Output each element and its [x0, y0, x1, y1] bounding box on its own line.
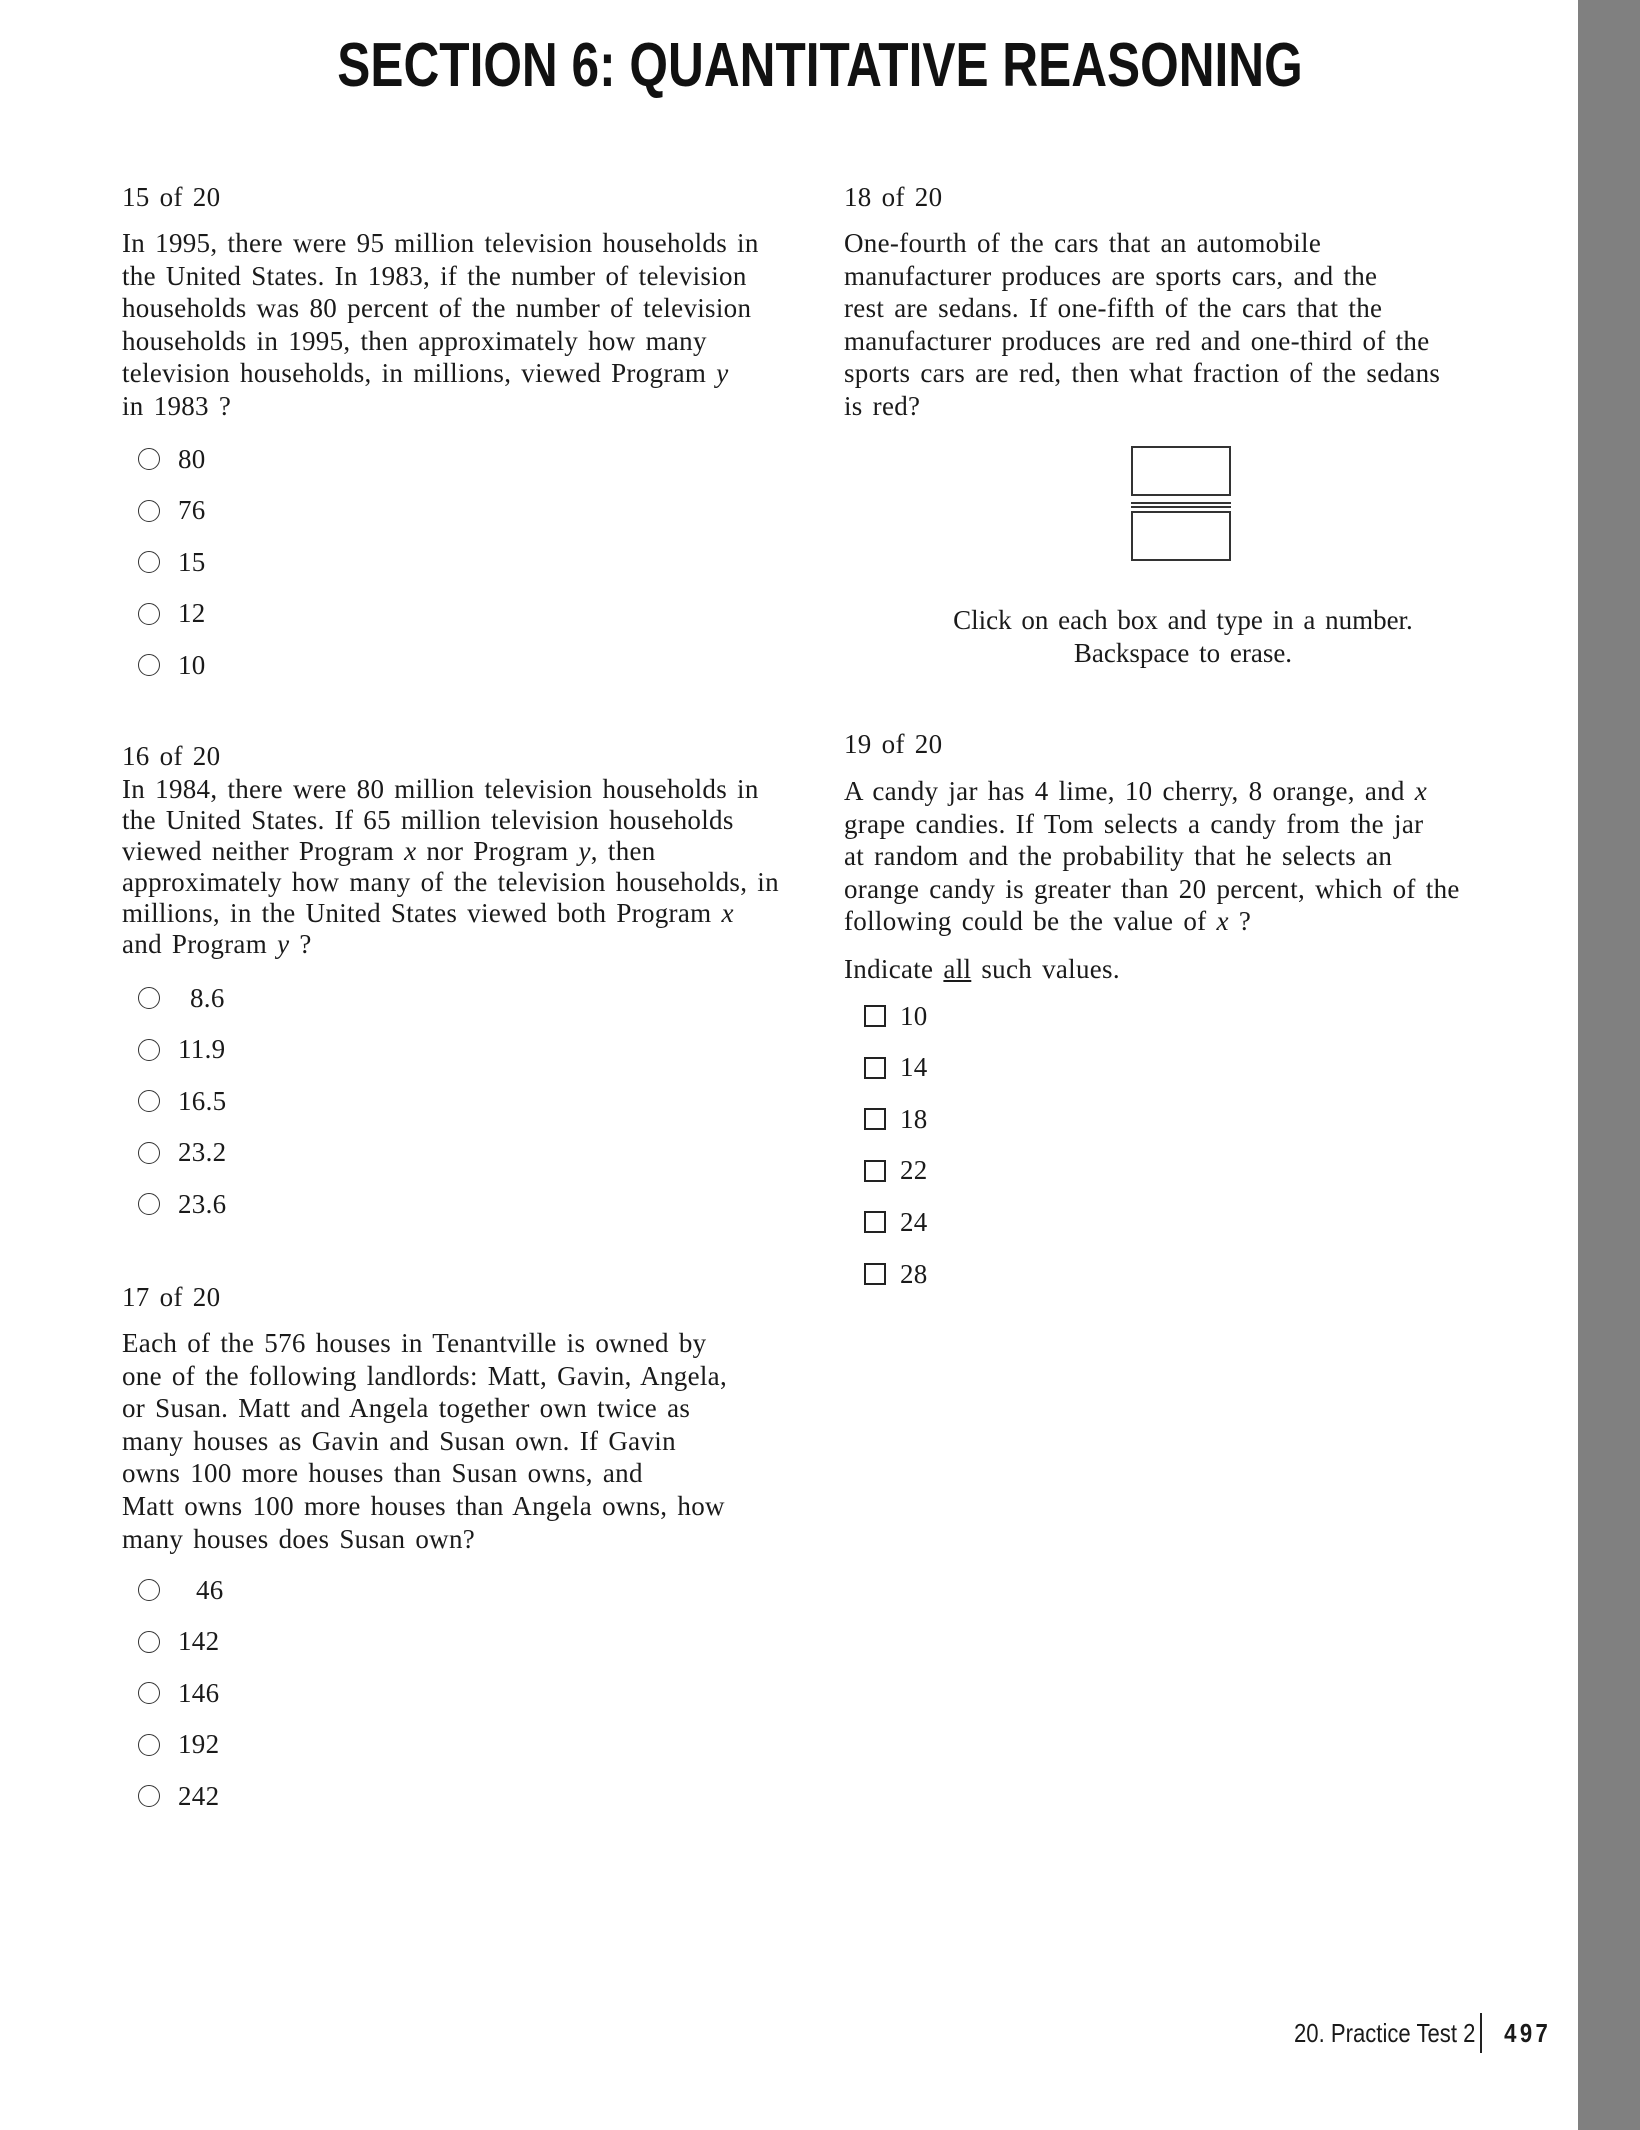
question-line: at random and the probability that he selects an — [844, 841, 1393, 872]
indicate-text: Indicate — [844, 954, 944, 984]
question-line: in 1983 ? — [122, 390, 232, 421]
answer-radio-option[interactable] — [138, 1730, 219, 1760]
option-label: 10 — [178, 649, 206, 680]
question-line: manufacturer produces are sports cars, and the — [844, 260, 1378, 291]
answer-checkbox-option[interactable] — [864, 1156, 928, 1186]
question-line: is red? — [844, 390, 921, 421]
answer-checkbox-option[interactable] — [864, 1001, 928, 1031]
question-line: television households, in millions, viewed Program y — [122, 358, 729, 389]
question-line: the United States. If 65 million television households — [122, 805, 734, 835]
answer-checkbox-option[interactable] — [864, 1207, 928, 1237]
option-label: 8.6 — [190, 982, 225, 1013]
radio-button-icon[interactable] — [138, 654, 160, 676]
question-line: millions, in the United States viewed both Program x — [122, 898, 734, 928]
section-title: SECTION 6: QUANTITATIVE REASONING — [337, 31, 1303, 100]
question-line: viewed neither Program x nor Program y, then — [122, 836, 656, 866]
question-line: rest are sedans. If one-fifth of the cars that the — [844, 293, 1383, 324]
option-label: 12 — [178, 598, 206, 629]
answer-checkbox-option[interactable] — [864, 1104, 928, 1134]
radio-button-icon[interactable] — [138, 1193, 160, 1215]
indicate-instruction — [844, 953, 1120, 986]
radio-button-icon[interactable] — [138, 987, 160, 1009]
checkbox-icon[interactable] — [864, 1211, 886, 1233]
question-line: approximately how many of the television households, in — [122, 867, 779, 897]
option-label: 146 — [178, 1677, 220, 1708]
option-label: 10 — [900, 1000, 928, 1031]
question-line: One-fourth of the cars that an automobile — [844, 228, 1322, 258]
answer-radio-option[interactable] — [138, 1138, 226, 1168]
question-text — [122, 227, 759, 423]
question-text — [122, 1327, 727, 1555]
radio-button-icon[interactable] — [138, 603, 160, 625]
option-label: 23.6 — [178, 1188, 227, 1219]
denominator-input[interactable] — [1131, 511, 1231, 561]
option-label: 142 — [178, 1626, 220, 1657]
answer-checkbox-option[interactable] — [864, 1259, 928, 1289]
answer-checkbox-option[interactable] — [864, 1053, 928, 1083]
page-edge-bar — [1578, 0, 1640, 2130]
instruction-line: Click on each box and type in a number. — [953, 605, 1413, 635]
question-number: 16 of 20 — [122, 741, 221, 771]
radio-button-icon[interactable] — [138, 448, 160, 470]
indicate-text: such values. — [971, 954, 1120, 984]
radio-button-icon[interactable] — [138, 500, 160, 522]
question-line: Matt owns 100 more houses than Angela owns, how — [122, 1490, 725, 1521]
option-label: 18 — [900, 1103, 928, 1134]
radio-button-icon[interactable] — [138, 1142, 160, 1164]
question-line: households was 80 percent of the number of television — [122, 293, 752, 324]
answer-radio-option[interactable] — [138, 983, 225, 1013]
option-label: 46 — [196, 1574, 224, 1605]
math-variable: y — [277, 929, 290, 959]
question-line: one of the following landlords: Matt, Gavin, Angela, — [122, 1360, 727, 1391]
numerator-input[interactable] — [1131, 446, 1231, 496]
question-line: In 1995, there were 95 million television households in — [122, 228, 759, 258]
footer-chapter: 20. Practice Test 2 — [1294, 2018, 1476, 2048]
option-label: 23.2 — [178, 1137, 227, 1168]
option-label: 80 — [178, 443, 206, 474]
checkbox-icon[interactable] — [864, 1057, 886, 1079]
answer-radio-option[interactable] — [138, 1189, 226, 1219]
question-line: households in 1995, then approximately how many — [122, 325, 707, 356]
option-label: 192 — [178, 1729, 220, 1760]
radio-button-icon[interactable] — [138, 1579, 160, 1601]
radio-button-icon[interactable] — [138, 1090, 160, 1112]
fraction-instructions — [833, 604, 1533, 669]
question-line: In 1984, there were 80 million television households in — [122, 774, 759, 804]
question-line: sports cars are red, then what fraction of the sedans — [844, 358, 1441, 389]
option-label: 22 — [900, 1155, 928, 1186]
option-label: 16.5 — [178, 1085, 227, 1116]
question-line: many houses does Susan own? — [122, 1523, 476, 1554]
answer-radio-option[interactable] — [138, 650, 206, 680]
question-line: or Susan. Matt and Angela together own twice as — [122, 1393, 691, 1424]
option-label: 14 — [900, 1052, 928, 1083]
math-variable: y — [716, 358, 729, 389]
radio-button-icon[interactable] — [138, 1734, 160, 1756]
answer-radio-option[interactable] — [138, 496, 206, 526]
instruction-line: Backspace to erase. — [1073, 637, 1293, 668]
question-line: owns 100 more houses than Susan owns, and — [122, 1458, 643, 1489]
checkbox-icon[interactable] — [864, 1263, 886, 1285]
question-line: many houses as Gavin and Susan own. If Gavin — [122, 1425, 676, 1456]
answer-radio-option[interactable] — [138, 1035, 225, 1065]
option-label: 242 — [178, 1780, 220, 1811]
answer-radio-option[interactable] — [138, 1575, 224, 1605]
checkbox-icon[interactable] — [864, 1160, 886, 1182]
answer-radio-option[interactable] — [138, 599, 206, 629]
question-number: 15 of 20 — [122, 182, 221, 212]
question-line: Each of the 576 houses in Tenantville is owned by — [122, 1328, 707, 1358]
radio-button-icon[interactable] — [138, 1682, 160, 1704]
radio-button-icon[interactable] — [138, 1631, 160, 1653]
option-label: 24 — [900, 1206, 928, 1237]
radio-button-icon[interactable] — [138, 551, 160, 573]
math-variable: x — [721, 898, 734, 928]
question-line: manufacturer produces are red and one-third of the — [844, 325, 1430, 356]
question-line: the United States. In 1983, if the number of television — [122, 260, 747, 291]
indicate-all: all — [943, 954, 972, 984]
question-text — [844, 775, 1460, 938]
question-line: orange candy is greater than 20 percent, which of the — [844, 873, 1460, 904]
answer-radio-option[interactable] — [138, 1086, 226, 1116]
answer-radio-option[interactable] — [138, 1781, 219, 1811]
question-line: grape candies. If Tom selects a candy from the jar — [844, 808, 1424, 839]
question-text — [844, 227, 1440, 423]
math-variable: x — [1216, 906, 1229, 937]
footer-divider — [1480, 2013, 1482, 2053]
checkbox-icon[interactable] — [864, 1108, 886, 1130]
answer-radio-option[interactable] — [138, 444, 206, 474]
question-text — [122, 774, 779, 960]
footer-page-number: 497 — [1504, 2018, 1552, 2048]
math-variable: y — [578, 836, 591, 866]
radio-button-icon[interactable] — [138, 1039, 160, 1061]
math-variable: x — [1414, 776, 1428, 806]
question-number: 19 of 20 — [844, 729, 943, 759]
option-label: 15 — [178, 546, 206, 577]
checkbox-icon[interactable] — [864, 1005, 886, 1027]
math-variable: x — [404, 836, 417, 866]
answer-radio-option[interactable] — [138, 1678, 219, 1708]
option-label: 11.9 — [178, 1034, 226, 1065]
question-number: 18 of 20 — [844, 182, 943, 212]
question-line: A candy jar has 4 lime, 10 cherry, 8 orange, and x — [844, 776, 1428, 806]
option-label: 76 — [178, 495, 206, 526]
answer-radio-option[interactable] — [138, 547, 206, 577]
question-number: 17 of 20 — [122, 1282, 221, 1312]
fraction-bar — [1131, 502, 1231, 508]
question-line: and Program y ? — [122, 929, 312, 959]
question-line: following could be the value of x ? — [844, 906, 1252, 937]
answer-radio-option[interactable] — [138, 1627, 219, 1657]
option-label: 28 — [900, 1258, 928, 1289]
radio-button-icon[interactable] — [138, 1785, 160, 1807]
